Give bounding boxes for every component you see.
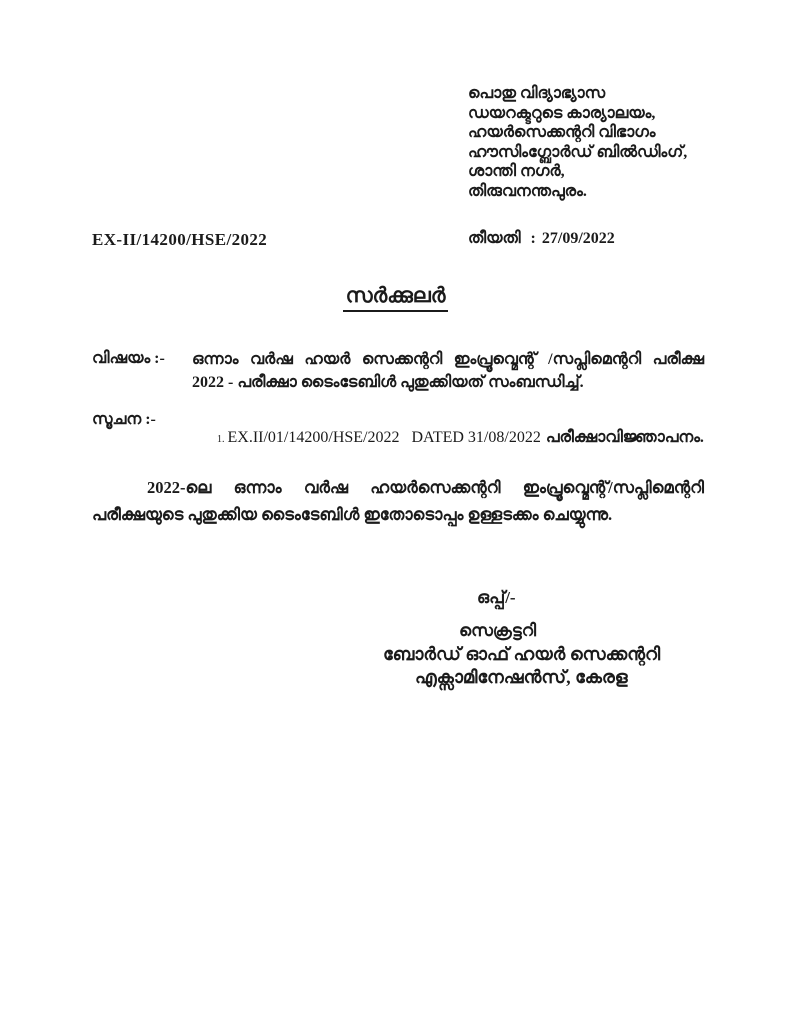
body-paragraph: 2022-ലെ ഒന്നാം വർഷ ഹയർസെക്കന്ററി ഇംപ്രൂവ്മെന്റ്/സപ്ലിമെന്ററി പരീക്ഷയുടെ പുതുക്കിയ ടൈംടേബിൾ ഇതോടൊപ്പം ഉള്ളടക്കം ചെയ്യുന്നു. <box>92 478 704 524</box>
subject-text-block <box>192 348 704 394</box>
date-value: 27/09/2022 <box>541 230 615 247</box>
address-line-4: ഹൗസിംഗ്ബോർഡ് ബിൽഡിംഗ്, <box>468 143 688 161</box>
reference-citation: EX.II/01/14200/HSE/2022 DATED 31/08/2022 <box>227 429 541 446</box>
address-line-1: പൊതു വിദ്യാഭ്യാസ <box>468 85 606 102</box>
signatory-organization-line-1: ബോർഡ് ഓഫ് ഹയർ സെക്കന്ററി <box>383 644 661 664</box>
reference-content <box>201 411 704 465</box>
date-line <box>468 230 615 248</box>
address-line-5: ശാന്തി നഗർ, <box>468 163 565 180</box>
file-number: EX-II/14200/HSE/2022 <box>92 230 268 249</box>
sender-address-block <box>468 84 687 201</box>
reference-label: സൂചന :- <box>92 411 156 428</box>
subject-line-1: ഒന്നാം വർഷ ഹയർ സെക്കന്ററി ഇംപ്രൂവ്മെന്റ് /സപ്ലിമെന്ററി പരീക്ഷ <box>192 351 704 368</box>
address-line-6: തിരുവനന്തപുരം. <box>468 182 587 200</box>
signed-sd-line: ഒപ്പ്/- <box>477 588 516 607</box>
address-line-3: ഹയർസെക്കന്ററി വിഭാഗം <box>468 124 656 141</box>
title-row <box>0 283 791 312</box>
date-label: തീയതി <box>468 230 521 247</box>
date-colon: : <box>530 230 536 247</box>
subject-line-2: 2022 - പരീക്ഷാ ടൈംടേബിൾ പുതുക്കിയത് സംബന്ധിച്ച്. <box>192 374 584 391</box>
signatory-organization-line-2: എക്സാമിനേഷൻസ്, കേരള <box>415 667 628 687</box>
reference-item-number: 1. <box>217 434 225 445</box>
address-line-2: ഡയറക്ടറുടെ കാര്യാലയം, <box>468 104 656 122</box>
reference-citation-suffix: പരീക്ഷാവിജ്ഞാപനം. <box>545 429 704 446</box>
subject-label: വിഷയം :- <box>92 350 165 367</box>
circular-title: സർക്കുലർ <box>343 283 449 312</box>
signatory-designation: സെക്രട്ടറി <box>459 621 537 640</box>
